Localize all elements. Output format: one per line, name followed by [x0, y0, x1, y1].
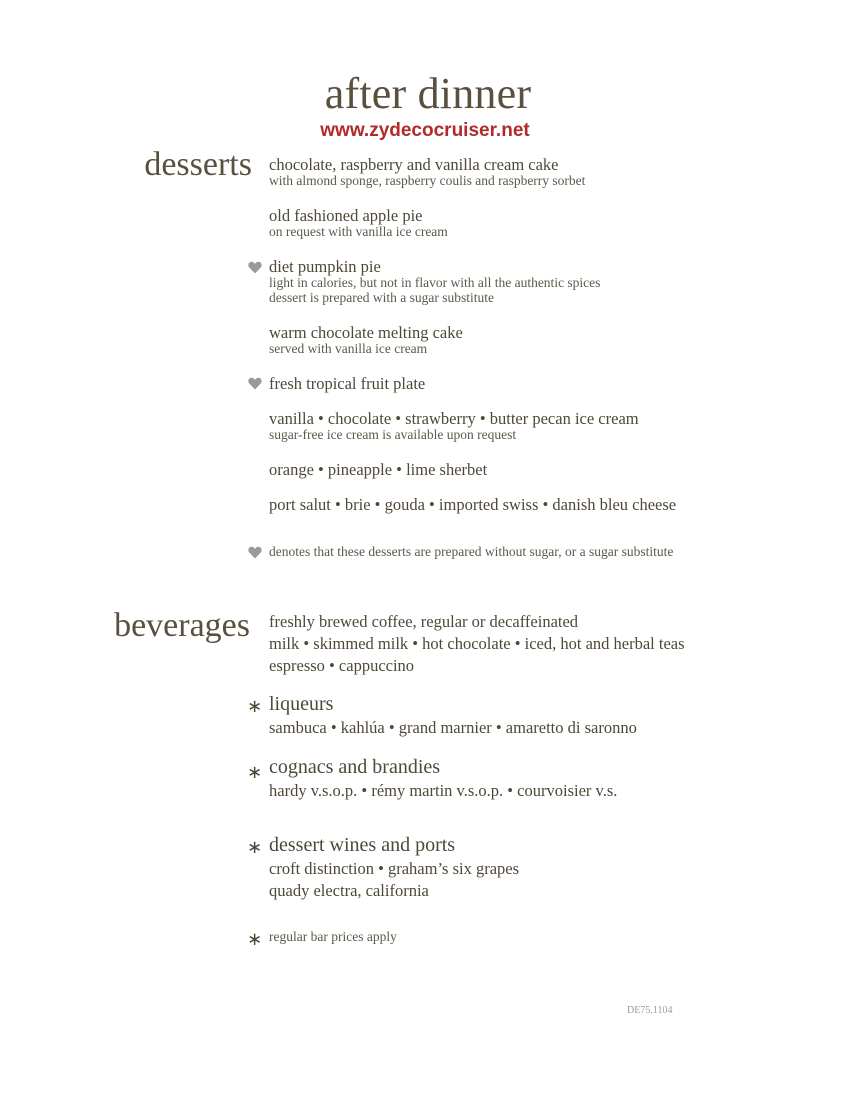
heart-icon	[248, 546, 262, 559]
dessert-item-name: fresh tropical fruit plate	[269, 374, 426, 393]
beverage-line: sambuca • kahlúa • grand marnier • amaretto di saronno	[269, 718, 637, 737]
dessert-item-desc: sugar-free ice cream is available upon request	[269, 427, 517, 442]
beverage-line: hardy v.s.o.p. • rémy martin v.s.o.p. • courvoisier v.s.	[269, 781, 618, 800]
section-heading-beverages: beverages	[114, 607, 250, 644]
beverage-line: quady electra, california	[269, 881, 429, 900]
asterisk-marker: ∗	[247, 837, 263, 858]
asterisk-marker: ∗	[247, 929, 263, 950]
beverage-group-heading: liqueurs	[269, 693, 334, 715]
asterisk-marker: ∗	[247, 762, 263, 783]
dessert-item-desc: light in calories, but not in flavor with all the authentic spices	[269, 275, 601, 290]
dessert-item-name: port salut • brie • gouda • imported swiss • danish bleu cheese	[269, 495, 677, 514]
dessert-item-name: vanilla • chocolate • strawberry • butter pecan ice cream	[269, 409, 639, 428]
section-heading-desserts: desserts	[144, 146, 252, 183]
heart-icon	[248, 377, 262, 390]
dessert-item-desc: with almond sponge, raspberry coulis and raspberry sorbet	[269, 173, 586, 188]
asterisk-marker: ∗	[247, 696, 263, 717]
beverages-note: regular bar prices apply	[269, 929, 397, 944]
dessert-item-name: diet pumpkin pie	[269, 257, 381, 276]
beverage-line: croft distinction • graham’s six grapes	[269, 859, 520, 878]
dessert-item-desc: on request with vanilla ice cream	[269, 224, 448, 239]
heart-icon	[248, 261, 262, 274]
beverage-group-heading: cognacs and brandies	[269, 756, 441, 778]
watermark-url: www.zydecocruiser.net	[320, 120, 530, 141]
desserts-note: denotes that these desserts are prepared without sugar, or a sugar substitute	[269, 544, 674, 559]
beverage-line: freshly brewed coffee, regular or decaffeinated	[269, 612, 579, 631]
beverage-line: milk • skimmed milk • hot chocolate • iced, hot and herbal teas	[269, 634, 685, 653]
page-title: after dinner	[324, 69, 532, 118]
dessert-item-name: old fashioned apple pie	[269, 206, 423, 225]
dessert-item-desc: dessert is prepared with a sugar substitute	[269, 290, 494, 305]
beverage-line: espresso • cappuccino	[269, 656, 415, 675]
beverage-group-heading: dessert wines and ports	[269, 834, 456, 856]
dessert-item-desc: served with vanilla ice cream	[269, 341, 428, 356]
dessert-item-name: warm chocolate melting cake	[269, 323, 463, 342]
menu-code: DE75.1104	[627, 1005, 673, 1016]
dessert-item-name: orange • pineapple • lime sherbet	[269, 460, 488, 479]
dessert-item-name: chocolate, raspberry and vanilla cream cake	[269, 155, 559, 174]
